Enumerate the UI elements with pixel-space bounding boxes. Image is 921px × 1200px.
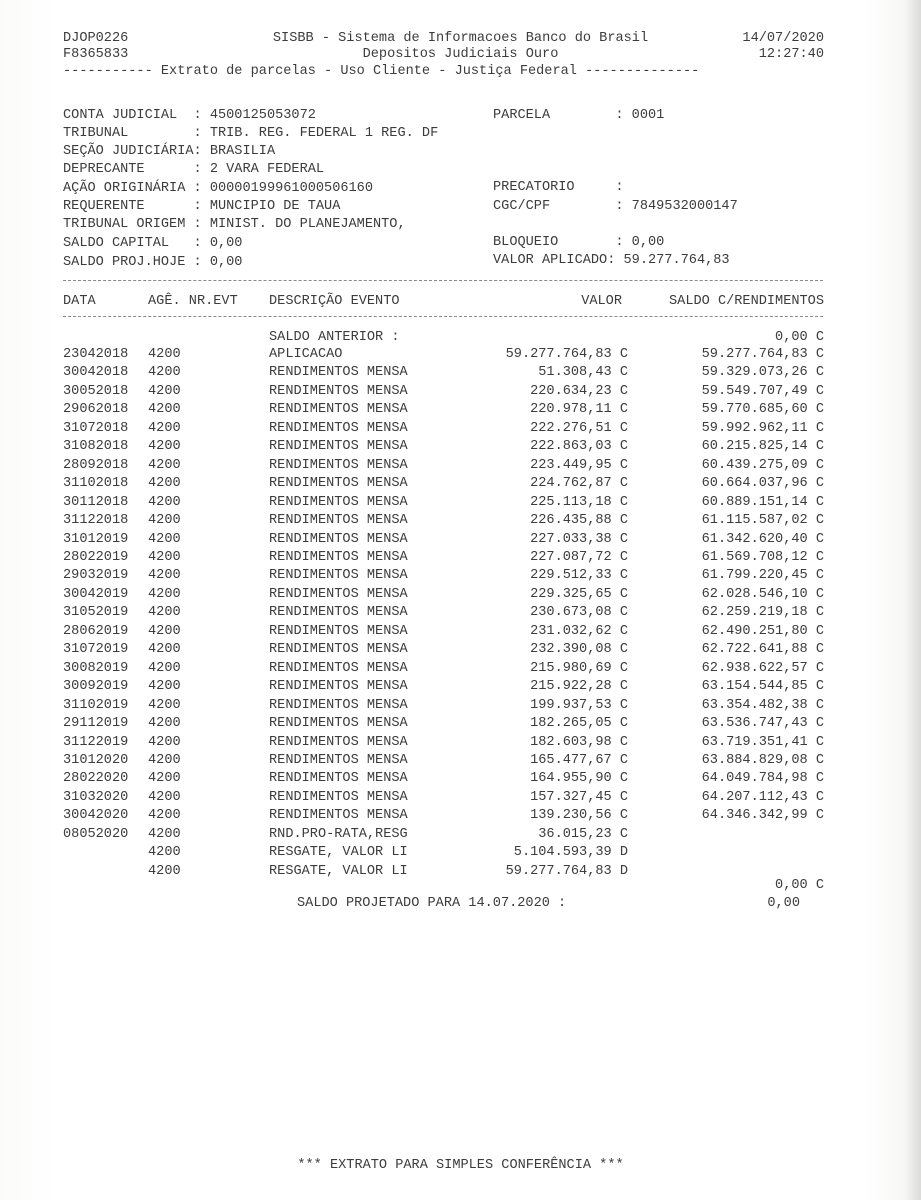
row-saldo: 63.154.544,85 C	[701, 679, 824, 695]
row-agencia: 4200	[148, 752, 181, 768]
col-header-agencia-evento: AGÊ. NR.EVT	[148, 294, 238, 309]
row-description: RENDIMENTOS MENSA	[269, 716, 408, 731]
row-description: RENDIMENTOS MENSA	[269, 771, 408, 787]
row-saldo: 64.049.784,98 C	[701, 771, 824, 787]
row-saldo: 62.259.219,18 C	[701, 605, 824, 621]
row-saldo: 60.215.825,14 C	[701, 439, 824, 455]
row-description: RENDIMENTOS MENSA	[269, 752, 408, 768]
row-valor: 232.390,08 C	[530, 642, 628, 658]
row-date: 31032020	[63, 789, 129, 805]
row-valor: 199.937,53 C	[530, 697, 628, 713]
row-agencia: 4200	[148, 402, 181, 418]
row-description: RENDIMENTOS MENSA	[269, 365, 408, 381]
row-description: RENDIMENTOS MENSA	[269, 531, 408, 547]
row-agencia: 4200	[148, 550, 181, 565]
row-valor: 225.113,18 C	[530, 494, 628, 510]
row-agencia: 4200	[148, 568, 181, 584]
row-description: RENDIMENTOS MENSA	[269, 642, 408, 658]
row-valor: 157.327,45 C	[530, 789, 628, 805]
row-date: 30052018	[63, 383, 129, 399]
row-saldo: 63.884.829,08 C	[701, 752, 824, 768]
row-valor: 164.955,90 C	[530, 771, 628, 787]
row-agencia: 4200	[148, 513, 181, 528]
cgc-cpf: CGC/CPF : 7849532000147	[493, 199, 738, 214]
row-description: RESGATE, VALOR LI	[269, 845, 408, 861]
saldo-capital: SALDO CAPITAL : 0,00	[63, 236, 243, 251]
row-saldo: 63.354.482,38 C	[701, 697, 824, 713]
scan-edge-shade	[905, 0, 921, 1200]
row-description: RENDIMENTOS MENSA	[269, 513, 408, 528]
row-saldo: 63.719.351,41 C	[701, 734, 824, 750]
row-valor: 51.308,43 C	[538, 365, 628, 381]
row-date: 31082018	[63, 439, 129, 455]
tribunal-origem: TRIBUNAL ORIGEM : MINIST. DO PLANEJAMENTO,	[63, 217, 406, 232]
row-valor: 220.978,11 C	[530, 402, 628, 418]
saldo-projetado-value: 0,00	[767, 896, 800, 911]
row-valor: 226.435,88 C	[530, 513, 628, 528]
divider	[63, 280, 823, 281]
report-date: 14/07/2020	[742, 31, 824, 46]
row-saldo: 62.490.251,80 C	[701, 623, 824, 639]
row-date: 31072019	[63, 642, 129, 658]
terminal-code: F8365833	[63, 47, 129, 62]
row-valor: 215.922,28 C	[530, 679, 628, 695]
row-agencia: 4200	[148, 734, 181, 750]
row-agencia: 4200	[148, 771, 181, 787]
report-code: DJOP0226	[63, 31, 129, 46]
row-valor: 222.863,03 C	[530, 439, 628, 455]
row-saldo: 61.569.708,12 C	[701, 550, 824, 565]
deprecante: DEPRECANTE : 2 VARA FEDERAL	[63, 162, 325, 177]
row-description: RENDIMENTOS MENSA	[269, 550, 408, 565]
row-saldo: 63.536.747,43 C	[701, 716, 824, 731]
saldo-anterior-label: SALDO ANTERIOR :	[269, 330, 400, 345]
row-date: 30042020	[63, 808, 129, 824]
row-agencia: 4200	[148, 347, 181, 362]
requerente: REQUERENTE : MUNCIPIO DE TAUA	[63, 199, 341, 214]
col-header-descricao: DESCRIÇÃO EVENTO	[269, 294, 400, 309]
acao-originaria: AÇÃO ORIGINÁRIA : 00000199961000506160	[63, 181, 373, 196]
row-date: 28022019	[63, 550, 129, 565]
row-saldo: 60.439.275,09 C	[701, 457, 824, 473]
col-header-saldo: SALDO C/RENDIMENTOS	[669, 294, 824, 309]
row-date: 31052019	[63, 605, 129, 621]
row-agencia: 4200	[148, 365, 181, 381]
row-saldo: 62.938.622,57 C	[701, 660, 824, 676]
row-valor: 5.104.593,39 D	[513, 845, 628, 861]
row-saldo: 62.722.641,88 C	[701, 642, 824, 658]
col-header-valor: VALOR	[581, 294, 622, 309]
saldo-anterior-value: 0,00 C	[775, 330, 824, 345]
row-date: 30042018	[63, 365, 129, 381]
row-agencia: 4200	[148, 716, 181, 731]
row-valor: 227.087,72 C	[530, 550, 628, 565]
row-date: 29032019	[63, 568, 129, 584]
row-description: RENDIMENTOS MENSA	[269, 679, 408, 695]
valor-aplicado: VALOR APLICADO: 59.277.764,83	[493, 253, 730, 268]
row-valor: 59.277.764,83 D	[505, 863, 628, 879]
row-agencia: 4200	[148, 531, 181, 547]
row-date: 30092019	[63, 679, 129, 695]
divider	[63, 316, 823, 317]
row-agencia: 4200	[148, 586, 181, 602]
report-time: 12:27:40	[758, 47, 824, 62]
tribunal: TRIBUNAL : TRIB. REG. FEDERAL 1 REG. DF	[63, 126, 439, 141]
row-description: RENDIMENTOS MENSA	[269, 789, 408, 805]
row-agencia: 4200	[148, 420, 181, 436]
row-date: 08052020	[63, 826, 129, 842]
saldo-projetado-label: SALDO PROJETADO PARA 14.07.2020 :	[297, 896, 567, 911]
row-saldo: 59.992.962,11 C	[701, 420, 824, 436]
row-date: 31102019	[63, 697, 129, 713]
row-description: RENDIMENTOS MENSA	[269, 586, 408, 602]
extract-title: ----------- Extrato de parcelas - Uso Cliente - Justiça Federal --------------	[63, 64, 700, 79]
row-saldo: 64.346.342,99 C	[701, 808, 824, 824]
row-description: RENDIMENTOS MENSA	[269, 420, 408, 436]
row-valor: 182.603,98 C	[530, 734, 628, 750]
row-agencia: 4200	[148, 826, 181, 842]
row-agencia: 4200	[148, 605, 181, 621]
row-date: 30112018	[63, 494, 129, 510]
row-date: 31122018	[63, 513, 129, 528]
row-saldo: 61.115.587,02 C	[701, 513, 824, 528]
row-agencia: 4200	[148, 439, 181, 455]
row-description: RND.PRO-RATA,RESG	[269, 826, 408, 842]
row-valor: 139.230,56 C	[530, 808, 628, 824]
row-date: 23042018	[63, 347, 129, 362]
row-valor: 215.980,69 C	[530, 660, 628, 676]
row-valor: 36.015,23 C	[538, 826, 628, 842]
row-valor: 229.512,33 C	[530, 568, 628, 584]
row-agencia: 4200	[148, 476, 181, 492]
col-header-data: DATA	[63, 294, 96, 309]
row-date: 29112019	[63, 716, 129, 731]
row-agencia: 4200	[148, 660, 181, 676]
row-agencia: 4200	[148, 808, 181, 824]
row-description: RENDIMENTOS MENSA	[269, 808, 408, 824]
row-description: RENDIMENTOS MENSA	[269, 568, 408, 584]
row-valor: 224.762,87 C	[530, 476, 628, 492]
row-date: 29062018	[63, 402, 129, 418]
row-description: RENDIMENTOS MENSA	[269, 623, 408, 639]
row-description: RENDIMENTOS MENSA	[269, 476, 408, 492]
row-saldo: 61.342.620,40 C	[701, 531, 824, 547]
row-valor: 182.265,05 C	[530, 716, 628, 731]
secao-judiciaria: SEÇÃO JUDICIÁRIA: BRASILIA	[63, 144, 276, 159]
row-description: RENDIMENTOS MENSA	[269, 402, 408, 418]
row-date: 31012019	[63, 531, 129, 547]
conta-judicial: CONTA JUDICIAL : 4500125053072	[63, 108, 316, 123]
row-valor: 220.634,23 C	[530, 383, 628, 399]
row-valor: 59.277.764,83 C	[505, 347, 628, 362]
row-agencia: 4200	[148, 623, 181, 639]
row-date: 31102018	[63, 476, 129, 492]
row-date: 30082019	[63, 660, 129, 676]
row-description: RENDIMENTOS MENSA	[269, 383, 408, 399]
row-saldo: 59.277.764,83 C	[701, 347, 824, 362]
row-description: RENDIMENTOS MENSA	[269, 697, 408, 713]
row-valor: 229.325,65 C	[530, 586, 628, 602]
final-saldo: 0,00 C	[775, 878, 824, 893]
row-date: 31012020	[63, 752, 129, 768]
row-valor: 222.276,51 C	[530, 420, 628, 436]
row-date: 30042019	[63, 586, 129, 602]
row-saldo: 59.770.685,60 C	[701, 402, 824, 418]
row-description: RENDIMENTOS MENSA	[269, 457, 408, 473]
row-description: RENDIMENTOS MENSA	[269, 734, 408, 750]
row-saldo: 61.799.220,45 C	[701, 568, 824, 584]
conference-note: *** EXTRATO PARA SIMPLES CONFERÊNCIA ***	[297, 1158, 624, 1173]
row-description: RENDIMENTOS MENSA	[269, 605, 408, 621]
row-valor: 231.032,62 C	[530, 623, 628, 639]
row-agencia: 4200	[148, 789, 181, 805]
row-saldo: 59.549.707,49 C	[701, 383, 824, 399]
row-agencia: 4200	[148, 494, 181, 510]
row-description: RENDIMENTOS MENSA	[269, 494, 408, 510]
subsystem-name: Depositos Judiciais Ouro	[362, 47, 559, 62]
parcela: PARCELA : 0001	[493, 108, 665, 123]
row-valor: 230.673,08 C	[530, 605, 628, 621]
row-date: 28022020	[63, 771, 129, 787]
row-agencia: 4200	[148, 679, 181, 695]
row-agencia: 4200	[148, 383, 181, 399]
row-description: RENDIMENTOS MENSA	[269, 439, 408, 455]
precatorio: PRECATORIO :	[493, 180, 624, 195]
row-valor: 227.033,38 C	[530, 531, 628, 547]
row-date: 28062019	[63, 623, 129, 639]
row-description: RENDIMENTOS MENSA	[269, 660, 408, 676]
row-description: RESGATE, VALOR LI	[269, 863, 408, 879]
row-agencia: 4200	[148, 457, 181, 473]
row-date: 31122019	[63, 734, 129, 750]
row-valor: 223.449,95 C	[530, 457, 628, 473]
row-saldo: 62.028.546,10 C	[701, 586, 824, 602]
row-saldo: 59.329.073,26 C	[701, 365, 824, 381]
saldo-proj-hoje: SALDO PROJ.HOJE : 0,00	[63, 255, 243, 270]
row-saldo: 60.664.037,96 C	[701, 476, 824, 492]
row-saldo: 60.889.151,14 C	[701, 494, 824, 510]
row-valor: 165.477,67 C	[530, 752, 628, 768]
system-name: SISBB - Sistema de Informacoes Banco do Brasil	[272, 31, 649, 46]
row-agencia: 4200	[148, 642, 181, 658]
row-date: 31072018	[63, 420, 129, 436]
row-agencia: 4200	[148, 845, 181, 861]
row-date: 28092018	[63, 457, 129, 473]
row-saldo: 64.207.112,43 C	[701, 789, 824, 805]
row-agencia: 4200	[148, 697, 181, 713]
row-agencia: 4200	[148, 863, 181, 879]
row-description: APLICACAO	[269, 347, 343, 362]
bloqueio: BLOQUEIO : 0,00	[493, 235, 665, 250]
